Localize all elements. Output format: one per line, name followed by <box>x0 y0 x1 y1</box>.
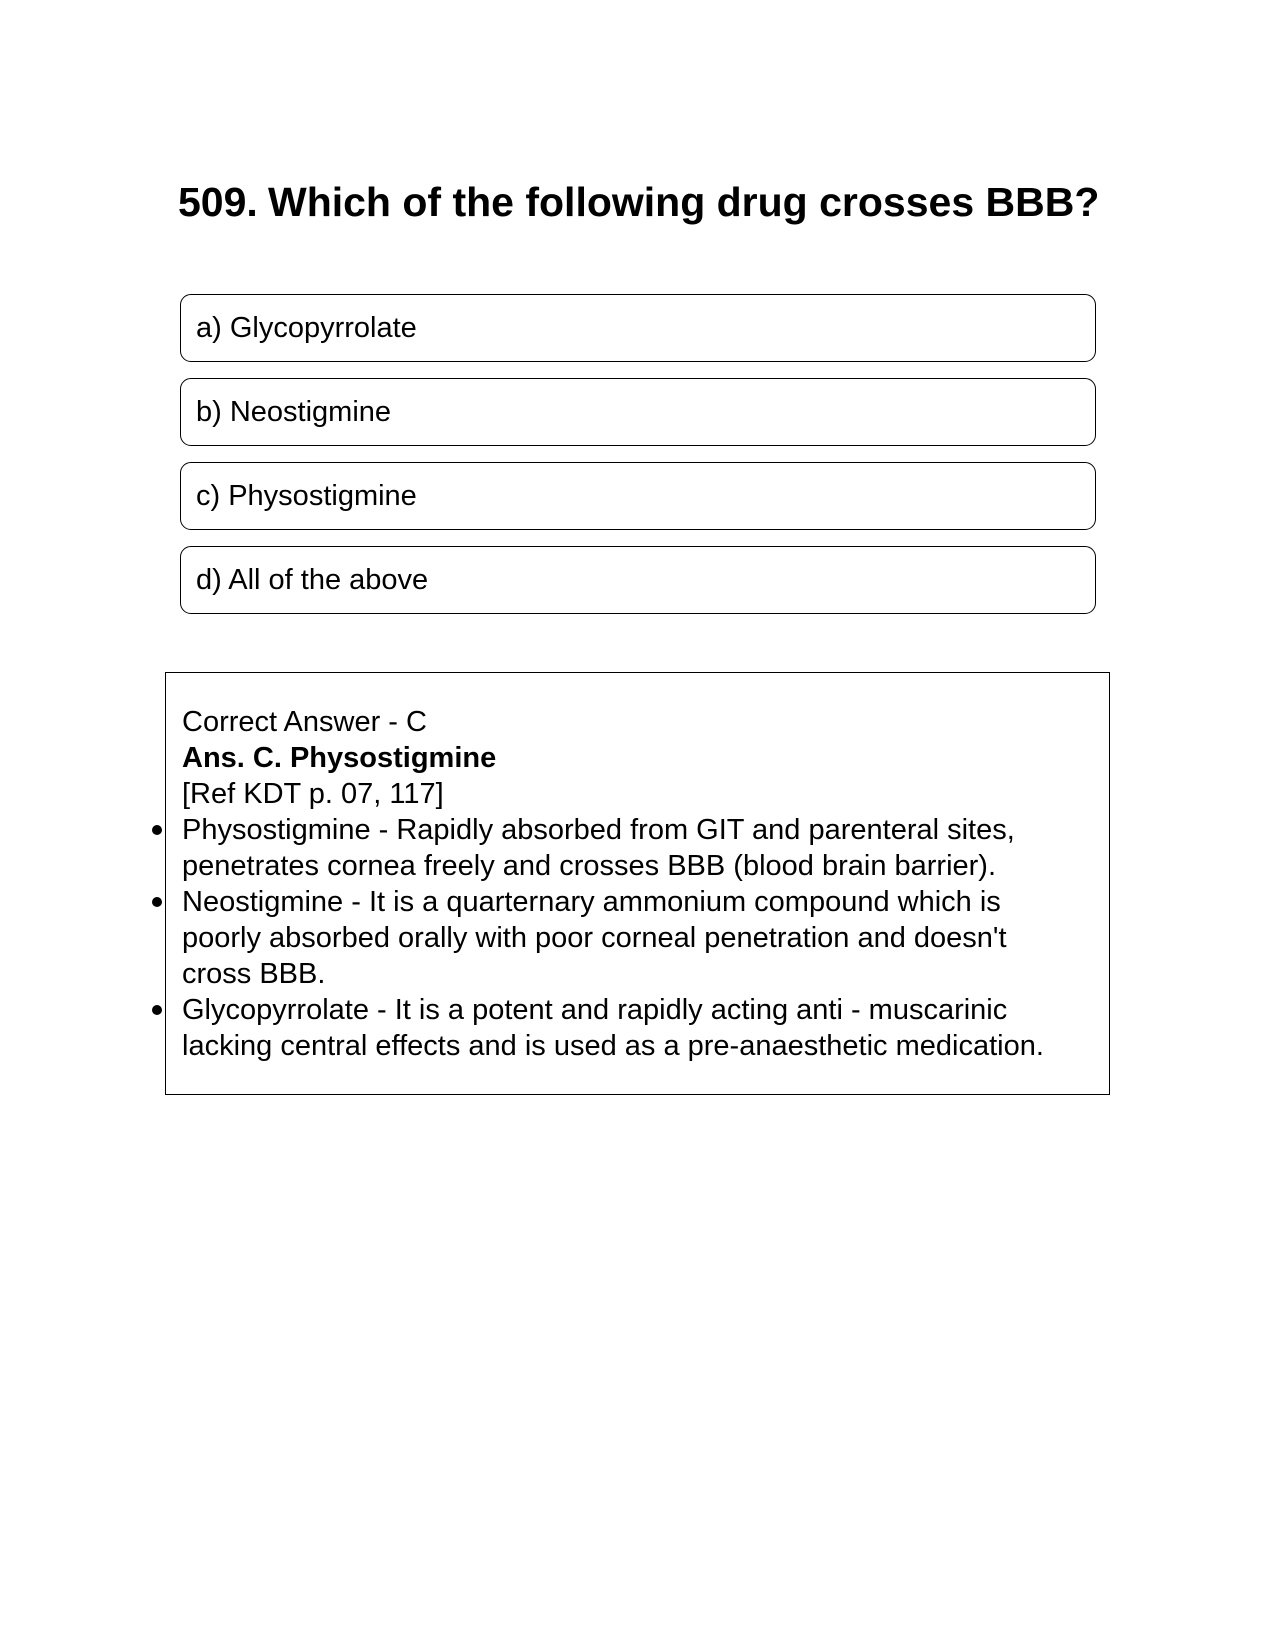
answer-heading: Ans. C. Physostigmine <box>182 742 497 774</box>
explanation-item: Physostigmine - Rapidly absorbed from GIT and parenteral sites, penetrates cornea freely and crosses BBB (blood brain barrier). <box>182 812 1109 884</box>
options-list <box>180 294 1096 630</box>
answer-reference: [Ref KDT p. 07, 117] <box>182 778 444 810</box>
explanation-list <box>182 812 1109 1064</box>
question-number: 509. <box>178 179 258 225</box>
option-b-label: b) Neostigmine <box>196 395 392 428</box>
answer-explanation-box <box>165 672 1110 1095</box>
option-b[interactable] <box>180 378 1096 446</box>
explanation-item: Glycopyrrolate - It is a potent and rapidly acting anti - muscarinic lacking central effects and is used as a pre-anaesthetic medication. <box>182 992 1109 1064</box>
option-c[interactable] <box>180 462 1096 530</box>
option-a-label: a) Glycopyrrolate <box>196 311 417 344</box>
option-a[interactable] <box>180 294 1096 362</box>
question-text: Which of the following drug crosses BBB? <box>268 179 1100 225</box>
explanation-item: Neostigmine - It is a quarternary ammonium compound which is poorly absorbed orally with poor corneal penetration and doesn't cross BBB. <box>182 884 1109 992</box>
question-heading <box>178 178 1118 227</box>
option-c-label: c) Physostigmine <box>196 479 417 512</box>
option-d[interactable] <box>180 546 1096 614</box>
correct-answer-line: Correct Answer - C <box>182 706 427 738</box>
option-d-label: d) All of the above <box>196 563 429 596</box>
